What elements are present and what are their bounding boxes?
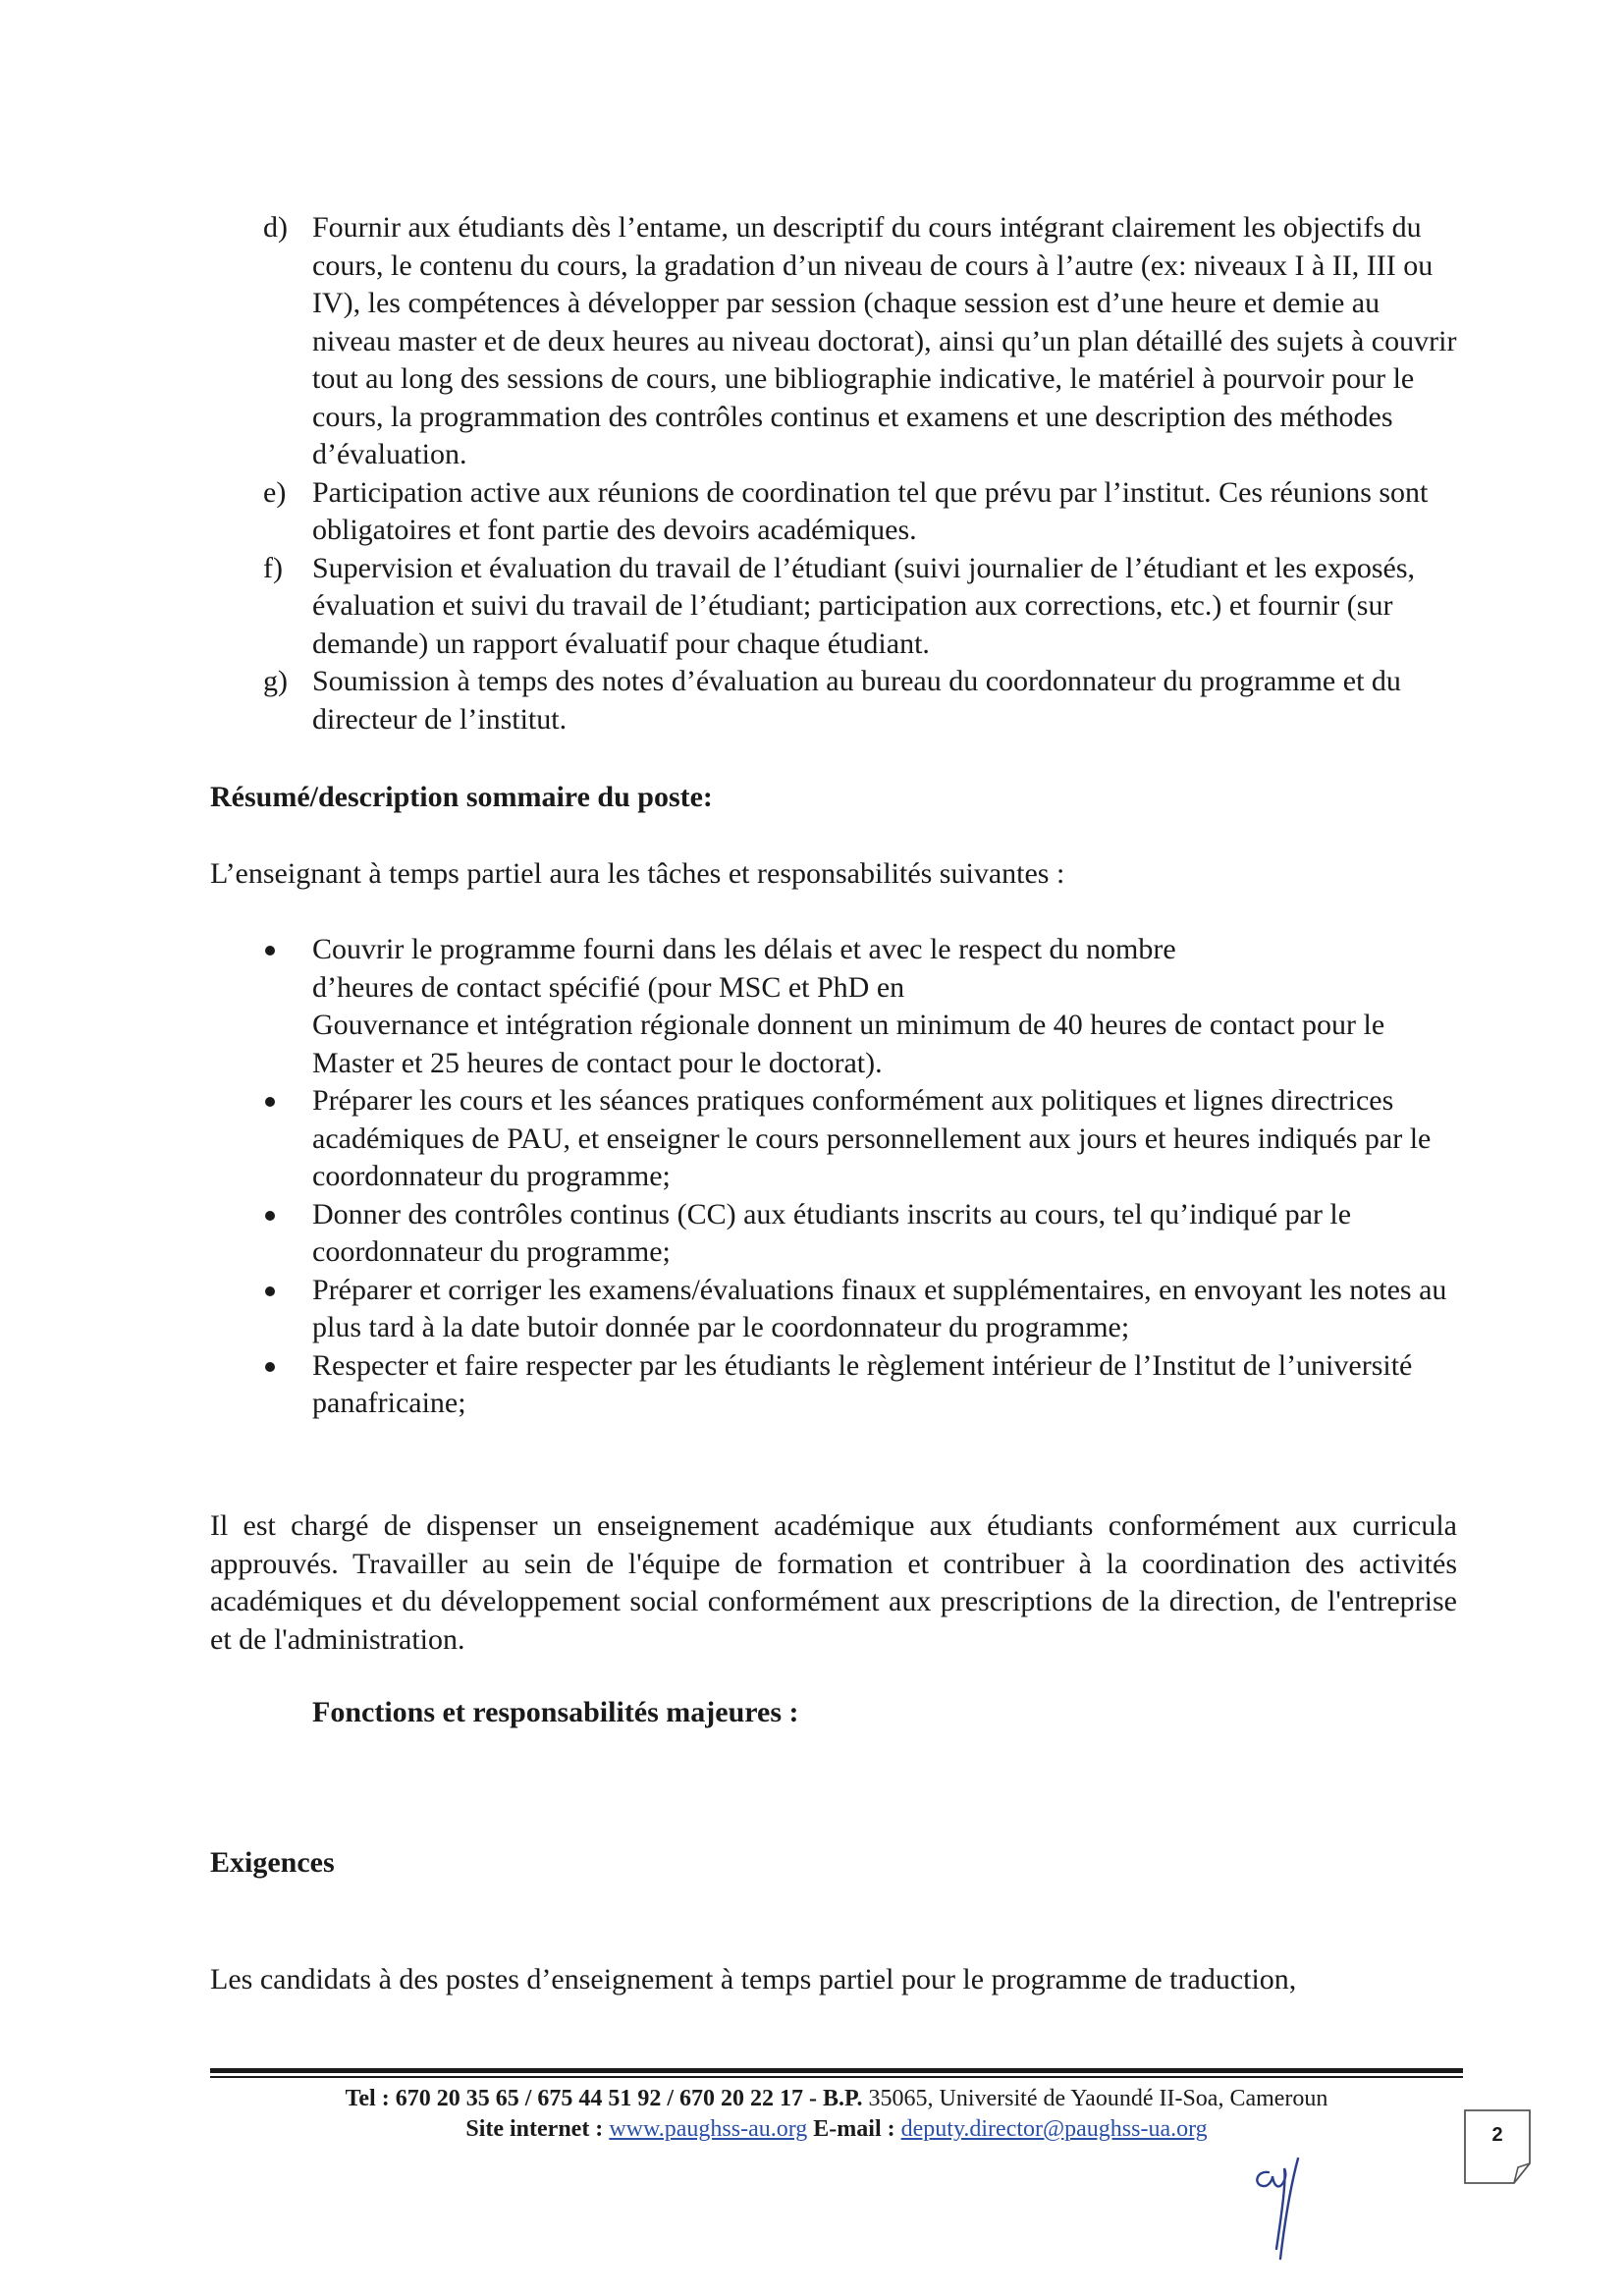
email-label: E-mail : xyxy=(813,2116,895,2142)
list-item-e xyxy=(263,474,1461,550)
bullet-icon xyxy=(265,1211,275,1221)
bullet-icon xyxy=(265,1097,275,1107)
tel-numbers: 670 20 35 65 / 675 44 51 92 / 670 20 22 17 - xyxy=(395,2086,818,2111)
site-link[interactable]: www.paughss-au.org xyxy=(609,2116,808,2142)
handwritten-initials-signature xyxy=(1247,2151,1326,2264)
bullet-item xyxy=(263,931,1461,1082)
summary-heading: Résumé/description sommaire du poste: xyxy=(210,781,713,813)
list-marker: e) xyxy=(263,475,287,509)
bullet-item xyxy=(263,1082,1461,1196)
tel-label: Tel : xyxy=(345,2086,390,2111)
bullet-line: Donner des contrôles continus (CC) aux étudiants inscrits au cours, tel qu’indiqué par le coordonnateur du programme; xyxy=(312,1197,1352,1268)
bullet-line: Gouvernance et intégration régionale donnent un minimum de 40 heures de contact pour le Master et 25 heures de contact pour le doctorat). xyxy=(312,1009,1385,1079)
email-link[interactable]: deputy.director@paughss-ua.org xyxy=(900,2116,1208,2142)
lettered-list xyxy=(263,209,1461,738)
address: 35065, Université de Yaoundé II-Soa, Cameroun xyxy=(868,2086,1328,2111)
bullet-icon xyxy=(265,946,275,956)
requirements-text: Les candidats à des postes d’enseignement à temps partiel pour le programme de traduction, xyxy=(210,1963,1297,1995)
bullet-line: Préparer les cours et les séances pratiques conformément aux politiques et lignes directrices académiques de PAU, et enseigner le cours personnellement aux jours et heures indiqués par le coordonnateur du programme; xyxy=(312,1084,1432,1192)
requirements-heading: Exigences xyxy=(210,1846,335,1879)
bullet-line: Préparer et corriger les examens/évaluations finaux et supplémentaires, en envoyant les notes au plus tard à la date butoir donnée par le coordonnateur du programme; xyxy=(312,1273,1447,1343)
footer-web-line xyxy=(210,2114,1463,2144)
bullet-item xyxy=(263,1347,1461,1423)
list-item-g xyxy=(263,663,1461,738)
list-item-f xyxy=(263,550,1461,664)
list-item-text: Soumission à temps des notes d’évaluation au bureau du coordonnateur du programme et du directeur de l’institut. xyxy=(312,665,1401,736)
page-number-box xyxy=(1463,2108,1542,2189)
footer-rule-thin xyxy=(210,2076,1463,2078)
list-marker: f) xyxy=(263,551,283,584)
summary-intro: L’enseignant à temps partiel aura les tâches et responsabilités suivantes : xyxy=(210,857,1065,890)
site-label: Site internet : xyxy=(465,2116,604,2142)
list-item-text: Participation active aux réunions de coordination tel que prévu par l’institut. Ces réunions sont obligatoires et font partie des devoirs académiques. xyxy=(312,475,1429,546)
functions-heading: Fonctions et responsabilités majeures : xyxy=(312,1696,799,1728)
list-item-text: Fournir aux étudiants dès l’entame, un descriptif du cours intégrant clairement les objectifs du cours, le contenu du cours, la gradation d’un niveau de cours à l’autre (ex: niveaux I à II, III ou IV), les compétences à développer par session (chaque session est d’une heure et demie au niveau master et de deux heures au niveau doctorat), ainsi qu’un plan détaillé des sujets à couvrir tout au long des sessions de cours, une bibliographie indicative, le matériel à pourvoir pour le cours, la programmation des contrôles continus et examens et une description des méthodes d’évaluation. xyxy=(312,211,1457,470)
list-item-d xyxy=(263,209,1461,474)
list-marker: d) xyxy=(263,211,288,244)
footer-rule xyxy=(210,2068,1463,2073)
page-curl-icon xyxy=(1463,2108,1542,2189)
list-item-text: Supervision et évaluation du travail de l’étudiant (suivi journalier de l’étudiant et les exposés, évaluation et suivi du travail de l’étudiant; participation aux corrections, etc.) et fournir (sur demande) un rapport évaluatif pour chaque étudiant. xyxy=(312,551,1416,660)
bullet-icon xyxy=(265,1362,275,1372)
bullet-item xyxy=(263,1272,1461,1347)
list-marker: g) xyxy=(263,665,288,697)
bp-label: B.P. xyxy=(823,2086,863,2111)
bullet-line: Respecter et faire respecter par les étudiants le règlement intérieur de l’Institut de l’université panafricaine; xyxy=(312,1348,1413,1419)
bullet-icon xyxy=(265,1286,275,1296)
bullet-line: Couvrir le programme fourni dans les délais et avec le respect du nombre xyxy=(312,933,1176,965)
bullet-line: d’heures de contact spécifié (pour MSC et PhD en xyxy=(312,970,905,1004)
bullet-item xyxy=(263,1196,1461,1272)
page-number: 2 xyxy=(1491,2124,1503,2146)
bullet-list xyxy=(263,931,1461,1423)
duty-paragraph: Il est chargé de dispenser un enseignement académique aux étudiants conformément aux curricula approuvés. Travailler au sein de l'équipe de formation et contribuer à la coordination des activités académiques et du développement social conformément aux prescriptions de la direction, de l'entreprise et de l'administration. xyxy=(210,1509,1457,1656)
footer-contact-line xyxy=(210,2084,1463,2113)
